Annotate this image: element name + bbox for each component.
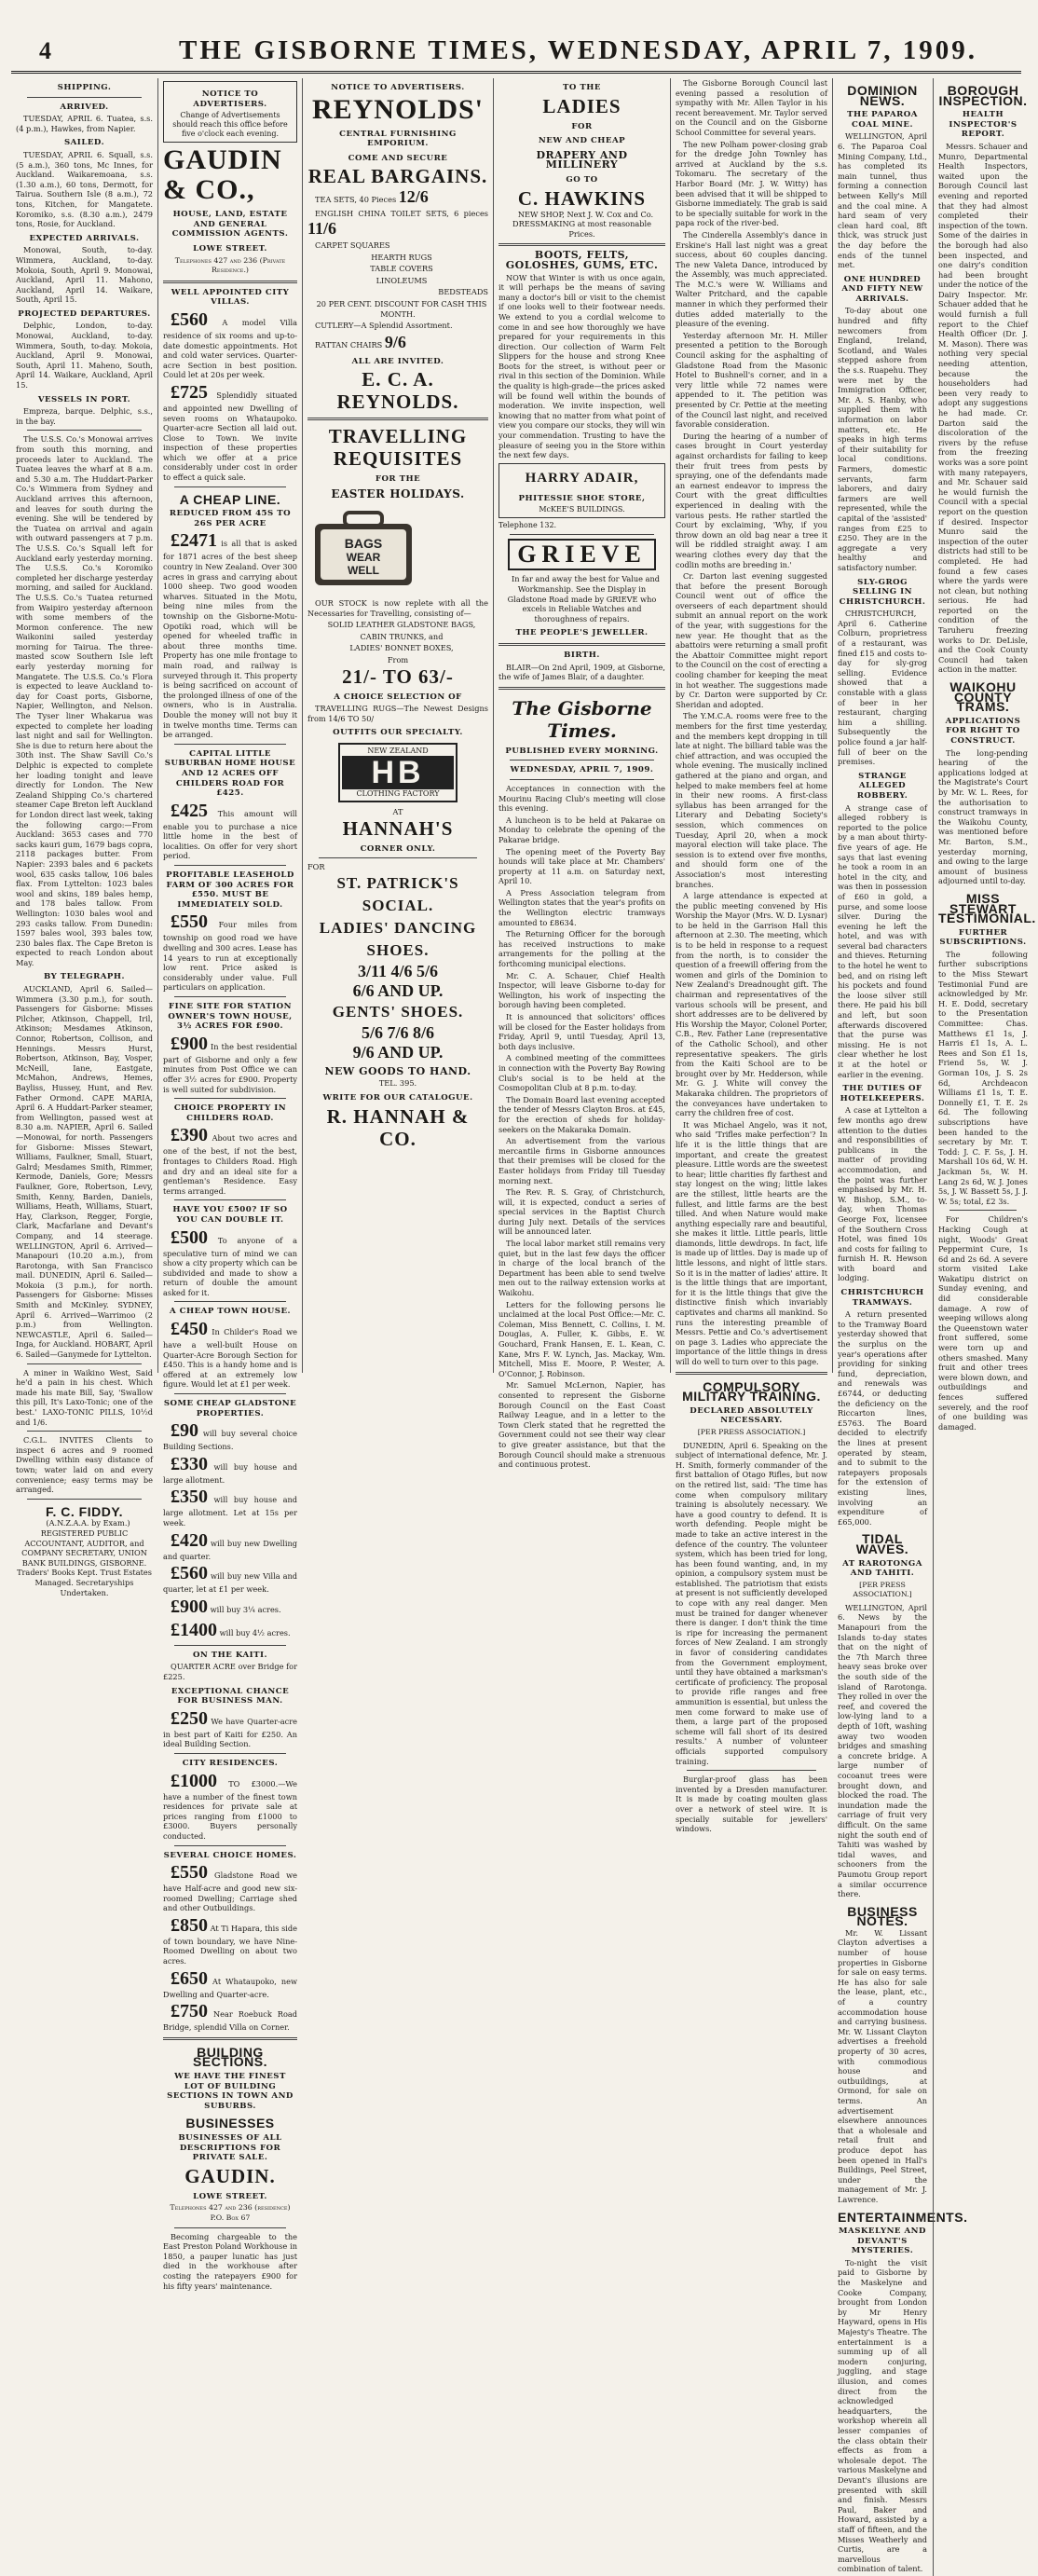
kaiti-text-2: We have Quarter-acre in best part of Kaiti for £250. An ideal Building Section. [163,1716,298,1749]
cheap-price: £900 [171,1596,208,1617]
ladies-name: LADIES [542,94,621,117]
military-text: DUNEDIN, April 6. Speaking on the subject of international defence, Mr. J. H. Smith, formerly commander of the first battalion of Otago Rifles, but now on the retired list, said: 'The time has come when compulsory military training is absolutely necessary. We have a good country to defend. It is worth defending. People might be made to take an active interest in the defence of the country. The volunteer system, which has been tried for long, has been found wanting, and, in my opinion, a compulsory system must be established. The patriotism that exists at present is not sufficiently developed to cope with any real danger. Men must be trained for danger whenever there is danger. I don't think the time is ripe for increasing the permanent forces of New Zealand. I am strongly in favor of considering candidates from the Government employment, until they have obtained a marksman's certificate of proficiency. The proposal to provide rifle ranges and free ammunition is essential, but unless the men come forward to make use of them, a large part of the proposed scheme will fall short of its desired results.' A number of volunteer officials supported compulsory training. [676,1440,827,1766]
adair-sub: PHITESSIE SHOE STORE, [518,493,646,503]
news-item: It was Michael Angelo, was it not, who said 'Trifles make perfection'? In life it is the little things that are important, and create the greatest pleasure. Little words are the sweetest to hear; little charities fly farthest and stay longest on the wing; little lakes are the stillest, little hearts are the fullest, and little farms are the best tilled. And when Nature would make anything especially rare and beautiful, she makes it little. Little pearls, little diamonds, little dewdrops. In fact, life is made up of littles. Day is made up of little lessons, and night of little stars. So it is in the matter of ladies' attire. It is the little things that are important, for it is the little things that give the distinctive finish which invariably captivates and charms all mankind. So runs the interesting preamble of Messrs. Pettie and Co.'s advertisement on page 3. Ladies who appreciate the importance of the little things in dress will do well to turn over to this page. [676,1119,827,1366]
drapery-millinery: DRAPERY AND MILLINERY [536,148,628,171]
tidal-heading: TIDAL WAVES. [855,1531,909,1556]
travel-choice: A CHOICE SELECTION OF [334,692,462,702]
reynolds-rattan: RATTAN CHAIRS [315,339,383,349]
several-text: Near Roebuck Road Bridge, splendid Villa on Corner. [163,2009,297,2033]
travel-price: 21/- TO 63/- [342,665,454,688]
stewart-sub: FURTHER SUBSCRIPTIONS. [939,927,1027,948]
tidal-text: WELLINGTON, April 6. News by the Manapouri from the Islands to-day states that on the night of the 7th March three heavy seas broke over the south side of the island of Rarotonga. They rolled in over the reef, and covered the low-lying land to a depth of 10ft, washing away two wooden bridges and smashing a concrete bridge. A large number of cocoanut trees were brought down, and blocked the road. The inundation made the carriage of fruit very difficult. On the same night the south end of Tahiti was washed by tidal waves, and schooners from the Paumotu Group report a similar occurrence there. [838,1602,927,1899]
ladies-new: NEW AND CHEAP [538,136,626,146]
hawkins-name: C. HAWKINS [517,186,647,210]
villas-price-1: £560 [171,308,208,330]
cheap-text: will buy 4½ acres. [219,1627,291,1637]
arrivals-text: To-day about one hundred and fifty newcomers from England, Ireland, Scotland, and Wales stepped ashore from the s.s. Ruapehu. They were met by the Immigration Officer, Mr. A. S. Hanby, who supplied them with information on labor matters, etc. He speaks in high terms of their suitability for local conditions. Farmers, domestic servants, farm laborers, and dairy farmers are well represented, while the capital of the 'assisted' ranges from £25 to £250. They are in the aggregate a very healthy and satisfactory number. [838,306,927,572]
cheap-price: £330 [171,1453,208,1474]
gaudin-footer-phone: Telephones 427 and 236 (residence) P.O. Box 67 [170,2203,291,2222]
news-item: It is announced that solicitors' offices will be closed for the Easter holidays from Friday, April 9, until Tuesday, April 13, both days inclusive. [499,1012,665,1051]
suburban-text: This amount will enable you to purchase a nice little home in the best of localities. On offer for very short period. [163,808,297,861]
several-price: £550 [171,1862,208,1884]
town-heading: A CHEAP TOWN HOUSE. [169,1307,292,1317]
hannah-for: FOR [307,862,325,872]
reynolds-cutlery: CUTLERY—A Splendid Assortment. [315,321,453,331]
gaudin-footer-street: LOWE STREET. [193,2191,267,2201]
news-item: Cr. Darton last evening suggested that before the present Borough Council went out of office the overseers of each department should submit an annual report on the work of the year, with suggestions for the new year. He thought that as the abattoirs were returning a small profit the Abattoir Committee might report to the Council on the cost of erecting a cooling chamber for keeping the meat in hot weather. The suggestions made by Cr. Darton were supported by Cr. Sheridan and adopted. [676,571,827,709]
column-2 [158,78,303,2291]
reynolds-discount: 20 PER CENT. DISCOUNT FOR CASH THIS MONTH. [316,298,487,319]
several-heading: SEVERAL CHOICE HOMES. [163,1850,297,1860]
shipping-news: The U.S.S. Co.'s Monowai arrives from south this morning, and proceeds later to Auckland. The Tuatea leaves the wharf at 8 a.m. and 5.30 a.m. The Huddart-Parker Co.'s Wimmera from Sydney and Auckland arrives this afternoon, and leaves for south during the evening. She will be tendered by the Tuatea on arrival and again with outward passengers at 7 p.m. The U.S.S. Co.'s Squall left for Auckland early yesterday morning. The U.S.S. Co.'s Koromiko completed her discharge yesterday morning, and sailed for Auckland. The U.S.S. Co.'s Tuatea returned from Waipiro yesterday afternoon with some members of the Mormon conference. The new Waikonini sailed yesterday morning for Tairua. The three-masted scow Southern Isle left early yesterday morning for Mangatete. The U.S.S. Co.'s Flora is expected to leave Auckland to-day for Coast ports, Gisborne, Napier, Wellington, and Nelson. The Tyser liner Whakarua was expected to complete her loading last night and sail for Wellington. She is due to return here about the 30th inst. The Shaw Savill Co.'s Delphic is expected to complete her loading tonight and leave directly for London. The New Zealand Shipping Co.'s chartered steamer Cape Breton left Auckland for London direct last week, taking the following cargo:—From Auckland: 3653 cases and 770 sacks kauri gum, 1679 bags copra, 2118 packages butter. From Napier: 2393 bales and 6 packets wool, 635 casks tallow, 106 bales flax. From Lyttelton: 1023 bales wool and skins, 189 bales hemp, and 178 bales tallow. From Wellington: 1030 bales wool and 293 casks tallow. From Dunedin: 1597 bales wool, 393 bales tow, 230 bales flax. The Cape Breton is expected to reach London about May. [16,434,153,967]
hannah-corner: CORNER ONLY. [360,843,436,854]
dominion-heading: DOMINION NEWS. [847,83,918,108]
double-price: £500 [171,1226,208,1248]
city-heading: CITY RESIDENCES. [182,1758,279,1768]
several-text: Gladstone Road we have Half-acre and good new six-roomed Dwelling; Carriage shed and other Outbuildings. [163,1870,297,1913]
news-item: The new Polham power-closing grab for the dredge John Townley has arrived at Auckland by the s.s. Tokomaru. The secretary of the Harbor Board (Mr. J. W. Witty) has been advised that it will be shipped to Gisborne immediately. The grab is said to be specially suitable for work in the papa rock of the river-bed. [676,139,827,228]
station-text: In the best residential part of Gisborne and only a few minutes from Post Office we can offer 3½ acres for £900. Property is well suited for subdivision. [163,1041,297,1094]
arrived-text: TUESDAY, APRIL 6. Tuatea, s.s. (4 p.m.), Hawkes, from Napier. [16,114,153,133]
column-3 [303,78,494,1373]
kaiti-heading: ON THE KAITI. [192,1650,268,1660]
news-item: Letters for the following persons lie unclaimed at the local Post Office:—Mr. C. Coleman, Miss Bennett, C. Collins, I. M. Douglas, A. Fuller, K. Gibbs, E. W. Gouchard, Frank Hansen, E. L. Kean, C. Kane, Mrs F. W. Lynch, Jas. Mackay, Wm. Mitchell, Miss E. Moore, P. Wester, A. O'Connor, J. Robinson. [499,1299,665,1378]
news-item: A large attendance is expected at the public meeting convened by His Worship the Mayor (Mrs. W. D. Lysnar) to be held in the Garrison Hall this afternoon at 2.30. The meeting, which is to be held in response to a request from the north, is to consider the question of a freewill offering from the women and girls of the Dominion to New Zealand's Dreadnought gift. The chairman and representatives of the various schools will be present, and short addresses are to be delivered by His Worship the Mayor, Colonel Porter, C.B., Rev. Father Lane (representative of the Catholic School), and other representative speakers. The girls from the Kaiti School are to be brought over by Mr. Hedderson, while Mr. G. J. White will convey the Makaraka children. The proprietors of the conveyances have undertaken to carry the children free of cost. [676,891,827,1118]
several-price: £750 [171,2001,208,2022]
businesses-text: BUSINESSES OF ALL DESCRIPTIONS FOR PRIVATE SALE. [178,2133,282,2163]
cheap-price: £90 [171,1420,198,1442]
column-1 [11,78,158,1597]
gaudin-footer: GAUDIN. [184,2164,276,2187]
cheap-text: will buy house and large allotment. Let at 15s per week. [163,1495,298,1528]
waikohu-heading: WAIKOHU COUNTY TRAMS. [949,679,1017,715]
building-text: WE HAVE THE FINEST LOT OF BUILDING SECTIONS IN TOWN AND SUBURBS. [167,2072,294,2111]
adair-box [499,463,665,519]
travel-stock: OUR STOCK is now replete with all the Necessaries for Travelling, consisting of— [307,598,488,618]
hb-bottom: CLOTHING FACTORY [356,789,440,799]
entertainments-text: To-night the visit paid to Gisborne by the Maskelyne and Cooke Company, brought from London by Mr Henry Hayward, opens in His Majesty's Theatre. The entertainment is a summing up of all modern conjuring, juggling, and stage illusion, and comes direct from the acknowledged headquarters, the workshop wherein all lesser companies of the class obtain their effects as from a wholesale depot. The various Maskelyne and Devant's illusions are presented with skill and finish. Messrs Paul, Baker and Howard, assisted by a staff of fifteen, and the Misses Weatherly and Curtis, are a marvellous combination of talent. [838,2257,927,2574]
grieve-footer: THE PEOPLE'S JEWELLER. [515,628,649,638]
reynolds-item-label: HEARTH RUGS [371,252,432,262]
vessels-heading: VESSELS IN PORT. [37,394,131,404]
cheap-price: £420 [171,1529,208,1551]
cheap-list [163,1420,297,1641]
gaudin-phone: Telephones 427 and 236 (Private Residence.) [174,255,286,275]
fiddy-name: F. C. FIDDY. [45,1503,123,1519]
svg-text:WELL: WELL [348,563,379,577]
shoe-prices-1: 3/11 4/6 5/6 [357,961,438,980]
projected-departures-text: Delphic, London, to-day. Monowai, Auckland, to-day. Wimmera, South, to-day. Mokoia, Auckland, April 9. Monowai, South, April 11. Maheno, South, April 14. Waikare, Auckland, April 15. [16,321,153,391]
suburban-heading: CAPITAL LITTLE SUBURBAN HOME HOUSE AND 12 ACRES OFF CHILDERS ROAD FOR £425. [164,748,296,799]
published-line: PUBLISHED EVERY MORNING. [505,746,659,756]
reynolds-name: REYNOLDS' [311,93,485,125]
city-price: £1000 [171,1770,217,1791]
reynolds-bargains: REAL BARGAINS. [307,165,488,188]
column-4 [494,78,671,1470]
stpat-social: ST. PATRICK'S SOCIAL. [336,873,459,914]
entertainments-sub: MASKELYNE AND DEVANT'S MYSTERIES. [839,2227,926,2256]
villas-price-2: £725 [171,381,208,403]
paparoa-heading: THE PAPAROA COAL MINE. [847,110,918,130]
news-item: A luncheon is to be held at Pakarae on Monday to celebrate the opening of the Pakarae bridge. [499,815,665,844]
hb-clothing-logo [338,743,458,802]
cheap-price: £350 [171,1487,208,1508]
leasehold-text: Four miles from township on good road we have dwelling and 300 acres. Lease has 14 years to run at exceptionally low rent. Price asked is considerably under value. Full particulars on application. [163,920,297,993]
glass-note: Burglar-proof glass has been invented by a Dresden manufacturer. It is made by coating moulten glass over a network of steel wire. It is specially suitable for jewellers' windows. [676,1774,827,1834]
travel-rugs: TRAVELLING RUGS—The Newest Designs from 14/6 TO 50/ [307,704,488,723]
reynolds-item-price: 12/6 [398,187,429,207]
town-price: £450 [171,1319,208,1340]
several-text: At Whataupoko, new Dwelling and Quarter-acre. [163,1976,297,1999]
masthead: The Gisborne Times. [512,696,652,742]
borough-text: Messrs. Schauer and Munro, Departmental Health Inspectors, waited upon the Borough Council last evening and reported that they had almost completed their inspection of the town. Some of the dairies in the borough had also been inspected, and one dairy's condition had been brought under the notice of the Dairy Inspector. Mr. Schauer added that he would furnish a full report to the Chief Health Officer (Dr. J. M. Mason). There was nothing very special needing attention, because the householders had been very ready to adopt any suggestions he had made. Cr. Darton said the discoloration of the rivers by the refuse from the freezing works was a sore point with many ratepayers, and Mr. Schauer said he would furnish the Council with a special report on the question if desired. Inspector Munro said the inspection of the outer districts had still to be completed. He had found a few cases where the yards were not clean, but nothing serious. He had reported on the condition of the Taruheru freezing works to Dr. DeLisle, and the Cook County Council had taken action in the matter. [938,141,1028,675]
villas-text-2: Splendidly situated and appointed new Dwelling of seven rooms on Whataupoko. Quarter-acre Section all laid out. Close to Town. We invite inspection of these properties which we offer at a price considerably under cost in order to effect a quick sale. [163,390,297,483]
cheapline-heading: A CHEAP LINE. [179,491,281,507]
kaiti-price: £250 [171,1707,208,1729]
grieve-text: In far and away the best for Value and Workmanship. See the Display in Gladstone Road made by GRIEVE who excels in Reliable Watches and thoroughness of repairs. [507,574,660,623]
villas-text-1: A model Villa residence of six rooms and up-to-date domestic appointments. Hot and cold water services. Quarter-acre Section in best position. Could let at 20s per week. [163,317,297,380]
adair-addr: McKEE'S BUILDINGS. [539,505,625,514]
hannah-name: HANNAH'S [342,816,454,840]
news-item: The Cinderella Assembly's dance in Erskine's Hall last night was a great success, about 60 couples dancing. The new Valeta Dance, introduced by the Assembly, was much appreciated. The M.C.'s were W. Williams and Walter Pritchard, and the capable manner in which they performed their duties added materially to the pleasure of the evening. [676,229,827,329]
borough-heading: BOROUGH INSPECTION. [938,83,1028,108]
column-5 [671,78,833,1834]
news-item: The local labor market still remains very quiet, but in the last few days the officer in charge of the local branch of the Department has been able to send twelve men out to the railway extension works at Waikohu. [499,1239,665,1298]
laxo-ad: A miner in Waikino West, Said he'd a pain in his chest. Which made his mate Bill, Say, 'Swallow this pill, It's Laxo-Tonic; one of the best.' LAXO-TONIC PILLS, 10½d and 1/6. [16,1367,153,1427]
gents-shoes: GENTS' SHOES. [332,1002,464,1021]
news-item: A Press Association telegram from Wellington states that the year's profits on the Wellington electric tramways amounted to £8634. [499,887,665,927]
news-item: The Domain Board last evening accepted the tender of Messrs Clayton Bros. at £45, for the erection of sheds for holiday-seekers on the Makaraka Domain. [499,1094,665,1134]
expected-arrivals-text: Monowai, South, to-day. Wimmera, Auckland, to-day. Mokoia, South, April 9. Monowai, Auckland, April 11. Mahono, Auckland, April 14. Waikare, South, April 15. [16,245,153,305]
news-item: The Y.M.C.A. rooms were free to the members for the first time yesterday, and the members kept dropping in till late at night. The billiard table was the chief attraction, and was occupied the whole evening. The musically inclined gathered at the piano and organ, and helped to make members feel at home in their new rooms. A first-class syllabus has been arranged for the Literary and Debating Society's session, which commences on Tuesday, April 20, when a mock mayoral election will take place. The session is to extend over five months, and should form one of the Association's most interesting branches. [676,711,827,889]
reynolds-sub: CENTRAL FURNISHING EMPORIUM. [339,129,457,149]
double-text: To anyone of a speculative turn of mind we can show a city property which can be subdivided and made to show a return of double the amount asked for it. [163,1235,298,1297]
double-heading: HAVE YOU £500? IF SO YOU CAN DOUBLE IT. [172,1205,288,1225]
news-item: An advertisement from the various mercantile firms in Gisborne announces that their premises will be closed for the Easter holidays from Friday till Tuesday morning next. [499,1136,665,1185]
hawkins-text: NEW SHOP, Next J. W. Cox and Co. DRESSMAKING at most reasonable Prices. [512,209,654,239]
reynolds-item-label: CARPET SQUARES [315,240,390,250]
date-line: WEDNESDAY, APRIL 7, 1909. [510,765,654,775]
travel-sub: FOR THE [375,474,421,485]
military-sub: DECLARED ABSOLUTELY NECESSARY. [690,1405,813,1426]
several-price: £850 [171,1914,208,1936]
paparoa-text: WELLINGTON, April 6. The Paparoa Coal Mining Company, Ltd., has completed its main tunnel, thus forming a connection between Kelly's Mill and the coal mine. A hard seam of very clean hard coal, 8ft thick, was struck just the day before the ends of the tunnel met. [838,131,927,270]
goto: GO TO [566,174,598,185]
hawkins-goods: BOOTS, FELTS, GOLOSHES, GUMS, ETC. [505,249,659,271]
hannah-catalogue: WRITE FOR OUR CATALOGUE. [322,1093,473,1103]
hotelkeepers-text: A case at Lyttelton a few months ago drew attention to the duties and responsibilities of publicans in the matter of providing accommodation, and the point was further emphasised by Mr. H. W. Bishop, S.M., to-day, when Thomas George Fox, licensee of the Southern Cross Hotel, was fined 10s and costs for failing to furnish H. R. Hewson with board and lodging. [838,1105,927,1283]
hannah-tel: TEL. 395. [378,1078,417,1089]
leasehold-heading: PROFITABLE LEASEHOLD FARM OF 300 ACRES FOR £550. MUST BE IMMEDIATELY SOLD. [166,870,294,910]
station-heading: FINE SITE FOR STATION OWNER'S TOWN HOUSE, 3½ ACRES FOR £900. [168,1002,293,1032]
ladies-dancing-shoes: LADIES' DANCING SHOES. [319,918,477,959]
reynolds-item-label: TABLE COVERS [370,264,433,274]
arrivals-heading: ONE HUNDRED AND FIFTY NEW ARRIVALS. [841,274,923,304]
arrived-heading: ARRIVED. [60,102,109,112]
reynolds-come: COME AND SECURE [348,153,448,163]
ladies-for: FOR [571,121,593,131]
shoe-prices-3: 5/6 7/6 8/6 [361,1022,434,1042]
svg-text:WEAR: WEAR [346,550,381,564]
news-item: Mr. C. A. Schauer, Chief Health Inspector, will leave Gisborne to-day for Wellington, his work of inspecting the borough having been completed. [499,970,665,1010]
news-item: The Gisborne Borough Council last evening passed a resolution of sympathy with Mr. Allen Taylor in his recent bereavement. Mr. Taylor served on the Council and on the Gisborne School Committee for several years. [676,78,827,137]
travel-item: LADIES' BONNET BOXES, [349,643,454,653]
waikohu-text: The long-pending hearing of the applications lodged at the Magistrate's Court by Mr. W. L. Rees, for the authorisation to construct tramways in the Waikohu County, was mentioned before Mr. Barton, S.M., yesterday morning, and owing to the large amount of business adjourned until to-day. [938,747,1028,886]
news-item: The Returning Officer for the borough has received instructions to make arrangements for the polling at the forthcoming municipal elections. [499,929,665,969]
several-price: £650 [171,1967,208,1989]
borough-sub: HEALTH INSPECTOR'S REPORT. [949,110,1018,140]
vessels-text: Empreza, barque. Delphic, s.s., in the bay. [16,406,153,426]
reynolds-item-label: LINOLEUMS [376,275,428,285]
dominion-news [838,78,968,2576]
reynolds-invited: ALL ARE INVITED. [351,356,444,366]
reynolds-list [307,187,488,297]
ladies-to: TO THE [563,83,601,92]
fiddy-text: (A.N.Z.A.A. by Exam.) REGISTERED PUBLIC ACCOUNTANT, AUDITOR, and COMPANY SECRETARY, UNION BANK BUILDINGS, GISBORNE. Traders' Books Kept. Trust Estates Managed. Secretaryships Undertaken. [17,1518,152,1597]
suburban-price: £425 [171,800,208,821]
cheap-text: will buy 3¼ acres. [210,1604,281,1614]
gaudin-street: LOWE STREET. [193,243,267,253]
travel-heading: TRAVELLING REQUISITES [328,425,468,471]
gaudin-sub: HOUSE, LAND, ESTATE AND GENERAL COMMISSION AGENTS. [171,210,289,240]
notice-heading: NOTICE TO ADVERTISERS. [193,89,267,109]
several-text: At Ti Hapara, this side of town boundary, we have Nine-Roomed Dwelling on about two acres. [163,1923,297,1966]
leasehold-price: £550 [171,911,208,933]
businesses-heading: BUSINESSES [185,2116,275,2131]
reynolds-item-label: ENGLISH CHINA TOILET SETS, 6 pieces [315,209,488,219]
adair-name: HARRY ADAIR, [525,470,639,486]
cheap-price: £1400 [171,1619,217,1640]
travel-sub-2: EASTER HOLIDAYS. [331,486,465,500]
city-text: TO £3000.—We have a number of the finest town residences for private sale at prices ranging from £1000 to £3000. Buyers personally conducted. [163,1778,297,1841]
military-assoc: [PER PRESS ASSOCIATION.] [697,1427,806,1436]
sailed-text: TUESDAY, APRIL 6. Squall, s.s. (5 a.m.), 360 tons, Mc Innes, for Auckland. Waikaremoana, s.s. (1.30 a.m.), 60 tons, Dermott, for Tairua. Southern Isle (8 a.m.), 72 tons, Kitchen, for Mangatete. Koromiko, s.s. (8.30 a.m.), 2479 tons, Rosie, for Auckland. [16,149,153,229]
childers-text: About two acres and one of the best, if not the best, frontages to Childers Road. High and dry and an ideal site for a gentleman's Residence. Easy terms arranged. [163,1133,297,1196]
grieve-name: GRIEVE [508,539,656,570]
hannah-at: AT [392,807,403,817]
news-item: Acceptances in connection with the Mourinu Racing Club's meeting will close this evening. [499,783,665,814]
cgl-ad: C.G.L. INVITES Clients to inspect 6 acres and 9 roomed Dwelling within easy distance of town; water laid on and every convenience; easy terms may be arranged. [16,1435,153,1495]
travel-item: SOLID LEATHER GLADSTONE BAGS, [327,620,476,630]
col6-top [838,78,1036,2576]
notice-text: Change of Advertisements should reach this office before five o'clock each evening. [172,111,288,139]
cheap-heading: SOME CHEAP GLADSTONE PROPERTIES. [163,1399,297,1418]
gaudin-name: GAUDIN & CO., [163,144,282,206]
news-item: Mr. Samuel McLernon, Napier, has consented to represent the Gisborne Borough Council on the East Coast Railway League, and in a letter to the Town Clerk stated that he regretted the Government could not see their way clear to give greater assistance, but that the Borough Council should make a strenuous and continuous protest. [499,1380,665,1470]
kaiti-text: QUARTER ACRE over Bridge for £225. [163,1662,297,1681]
travel-bag-illustration [307,507,419,591]
news-item: The Rev. R. S. Gray, of Christchurch, will, it is expected, conduct a series of special services in the Baptist Church during July next. Details of the services will be announced later. [499,1187,665,1237]
reynolds-footer: E. C. A. REYNOLDS. [336,368,459,414]
shipping-heading: SHIPPING. [57,83,112,92]
town-text: In Childer's Road we have a well-built House on Quarter-Acre Borough Section for £450. This is a handy home and is offered at an extremely low figure. Would let at £1 per week. [163,1327,297,1390]
reynolds-notice: NOTICE TO ADVERTISERS. [331,83,465,92]
reynolds-item-price: 11/6 [307,218,337,238]
sailed-heading: SAILED. [63,138,105,148]
tramways-heading: CHRISTCHURCH TRAMWAYS. [840,1288,924,1308]
notice-box [163,81,297,143]
hotelkeepers-heading: THE DUTIES OF HOTELKEEPERS. [840,1084,925,1103]
expected-arrivals-heading: EXPECTED ARRIVALS. [29,233,140,243]
news-item: Yesterday afternoon Mr. H. Miller presented a petition to the Borough Council asking for the asphalting of Gladstone Road from the Masonic Hotel to Bushnell's corner, and in a very little while 72 names were appended to it. The petition was presented by Cr. Pettie at the meeting of the Council last night, and received favorable consideration. [676,330,827,430]
robbery-heading: STRANGE ALLEGED ROBBERY. [856,771,908,801]
cheapline-sub: REDUCED FROM 45S TO 26S PER ACRE [169,509,292,528]
station-price: £900 [171,1033,208,1054]
cheapline-text: is all that is asked for 1871 acres of the best sheep country in New Zealand. Over 300 acres in grass and carrying about 1000 sheep. Two good wooden wharves. Situated in the Motu, being nine miles from the township on the Gisborne-Motu-Opotiki road, which will be opened for wheeled traffic in about three months time. Property has one mile frontage to main road, and railway is surveyed through it. This property is being sacrificed on account of the prolonged illness of one of the owners, who is in Australia. Double the money will not buy it in twelve months time. Terms can be arranged. [163,539,297,740]
slygrog-heading: SLY-GROG SELLING IN CHRISTCHURCH. [839,577,926,607]
military-heading: COMPULSORY MILITARY TRAINING. [682,1378,821,1404]
travel-outfits: OUTFITS OUR SPECIALTY. [333,728,463,738]
reynolds-rattan-price: 9/6 [384,332,406,351]
stewart-heading: MISS STEWART TESTIMONIAL. [938,890,1036,926]
bag-label: BAGS [344,535,383,551]
cheap-text: will buy new Dwelling and quarter. [163,1538,297,1561]
telegraph-text: AUCKLAND, April 6. Sailed—Wimmera (3.30 p.m.), for south. Passengers for Gisborne: Misses Pilcher, Atkinson, Chappell, Iril, Atkinson; Mesdames Atkinson, Connor, Robertson, Collison, and Hennings. Messrs Hurst, Robertson, Atkinson, Bay, Vosper, McNeill, Iane, Eastgate, McMahon, Andrews, Hemes, Bayliss, Hussey, Hunt, and Rev. Father Ormond. CAPE MARIA, April 6. A Huddart-Parker steamer, from Wellington, passed west at 8.30 a.m. NAPIER, April 6. Sailed—Monowai, for north. Passengers for Gisborne: Misses Stewart, Williams, Faulkner, Small, Stuart, Galrd; Mesdames Smith, Rimmer, Kermode, Daniels, Gore; Messrs Faulkner, Gore, Robertson, Levy, Smith, Kenny, Barden, Daniels, Williams, Heath, Williams, Stuart, Hay, Clarkson, Regger, Forgie, Clark, Macfarlane and Devant's Company, and 14 steerage. WELLINGTON, April 6. Arrived—Manapouri (10.20 a.m.), from Rarotonga, with San Francisco mail. DUNEDIN, April 6. Sailed—Mokoia (3 p.m.), for north. Passengers for Gisborne: Misses Smith and McKinley. SYDNEY, April 6. Arrived—Warrimoo (2 p.m.) from Wellington. NEWCASTLE, April 6. Sailed—Inga, for Auckland. HOBART, April 6. Sailed—Ganymede for Lyttelton. [16,984,153,1360]
building-heading: BUILDING SECTIONS. [193,2044,267,2070]
tramways-text: A return presented to the Tramway Board yesterday showed that the surplus on the year's operations after providing for sinking fund, depreciation, and renewals was £6744, or deducting the deficiency on the Riccarton lines, £5763. The Board decided to electrify the lines at present operated by steam, and to submit to the ratepayers proposals for the extension of existing lines, involving an expenditure of £65,000. [838,1309,927,1527]
travel-from: From [387,655,409,665]
waikohu-sub: APPLICATIONS FOR RIGHT TO CONSTRUCT. [945,716,1021,746]
cheap-text: will buy new Villa and quarter, let at £1 per week. [163,1571,297,1595]
storm-note: For Children's Hacking Cough at night, Woods' Great Peppermint Cure, 1s 6d and 2s 6d. A severe storm visited Lake Wakatipu district on Sunday evening, and did considerable damage. A row of weeping willows along the Queenstown water front suffered, some were torn up and others smashed. Many fruit and other trees were blown down, and outbuildings and fences suffered severely, and the roof of one building was damaged. [938,1214,1028,1432]
birth-heading: BIRTH. [564,650,600,660]
stewart-text: The following further subscriptions to the Miss Stewart Testimonial Fund are acknowledged by Mr. H. E. Dodd, secretary to the Presentation Committee: Chas. Matthews £1 1s, J. Harris £1 1s, A. L. Rees and Son £1 1s, Friend 5s, W. J. Gorman 10s, J. S. 2s 6d, Archdeacon Williams £1 1s, T. E. Donnelly £1, T. E. 2s 6d. The following subscriptions have been handed to the secretary by Mr. T. Todd: J. C. F. 5s, J. H. Marshall 10s 6d, W. H. Jackman 5s, W. H. Lang 2s 6d, W. J. Jones 5s, J. W. Bassett 5s, J. J. W. 5s; total, £2 3s. [938,949,1028,1206]
robbery-text: A strange case of alleged robbery is reported to the police by a man about thirty-five years of age. He says that last evening he took a room in an hotel in the city, and was then in possession of £60 in gold, a purse, and some loose silver. During the evening he left the hotel, and was with several bad characters and thieves. Returning to the hotel he went to bed, and on rising left his pockets and found the loose silver still there. He paid his bill and left, but soon afterwards discovered that the purse was missing. He is not clear whether he lost it at the hotel or earlier in the evening. [838,802,927,1079]
page-header [11,34,1021,74]
hannah-footer: R. HANNAH & CO. [326,1104,470,1150]
columns [11,78,1036,2574]
adair-tel: Telephone 132. [499,521,557,530]
childers-heading: CHOICE PROPERTY IN CHILDERS ROAD. [173,1103,287,1123]
hb-top: NEW ZEALAND [367,747,429,756]
birth-text: BLAIR—On 2nd April, 1909, at Gisborne, the wife of James Blair, of a daughter. [499,662,665,682]
newspaper-title: THE GISBORNE TIMES, WEDNESDAY, APRIL 7, 1909. [179,35,977,65]
new-goods: NEW GOODS TO HAND. [324,1064,471,1077]
cheapline-price: £2471 [171,530,217,552]
projected-departures-heading: PROJECTED DEPARTURES. [18,308,151,319]
news-item: A combined meeting of the committees in connection with the Poverty Bay Rowing Club's social is to be held at the Cosmopolitan Club at 8 p.m. to-day. [499,1053,665,1093]
shoe-prices-2: 6/6 AND UP. [352,980,444,1000]
news-item: The opening meet of the Poverty Bay hounds will take place at Mr. Chambers' property at 11 a.m. on Saturday next, April 10. [499,846,665,886]
adair-text: NOW that Winter is with us once again, it will perhaps be the means of saving many a doctor's bill or visit to the chemist if one looks well to their footwear needs. We extend to you a cordial welcome to come in and see how thoroughly we have prepared for your requirements in this direction. Our collection of Warm Felt Slippers for the house and strong Knee Boots for the street, is without peer or rival in this section of the Dominion. While the quality is high-grade—the prices asked will be found well within the bounds of moderation. We invite inspection, well knowing that no matter from what point of view you compare our stocks, they will win your commendation. Trusting to have the pleasure of seeing you in the Store within the next few days. [499,272,665,460]
borough-column [933,78,1036,2576]
cheap-price: £560 [171,1563,208,1584]
hb-mark: HB [342,756,454,789]
villas-heading: WELL APPOINTED CITY VILLAS. [171,287,290,308]
telegraph-heading: BY TELEGRAPH. [44,972,125,982]
page-number: 4 [39,37,51,64]
news-item: During the hearing of a number of cases brought in Court yesterday against orchardists for failing to keep their fruit trees from pests by spraying, one of the defendants made an earnest endeavor to impress the Court with the great difficulties experienced in dealing with the various pests. He rather startled the Court by exclaiming, 'Why, if you throw down an old bag near a tree it will be riddled straight away. I am wearing clothes every day that the codlin moths are breeding in.' [676,431,827,569]
childers-price: £390 [171,1125,208,1146]
entertainments-heading: ENTERTAINMENTS. [838,2209,968,2225]
travel-item: CABIN TRUNKS, and [360,631,444,641]
tidal-sub: AT RAROTONGA AND TAHITI. [842,1558,922,1579]
business-text: Mr. W. Lissant Clayton advertises a number of house properties in Gisborne for sale on easy terms. He has also for sale the lease, plant, etc., of a country accommodation house and carrying business. Mr. W. Lissant Clayton advertises a freehold property of 30 acres, with commodious house and outbuildings, at Ormond, for sale on terms. An advertisement elsewhere announces that a wholesale and retail fruit and produce depot has been opened in Hall's Buildings, Peel Street, under the management of Mr. J. Lawrence. [838,1927,927,2204]
kaiti-heading-2: EXCEPTIONAL CHANCE FOR BUSINESS MAN. [171,1686,290,1706]
cheap-text: will buy several choice Building Sections. [163,1429,297,1452]
reynolds-item-label: BEDSTEADS [438,287,488,297]
column-6 [833,78,1036,2574]
cheap-text: will buy house and large allotment. [163,1461,298,1485]
business-heading: BUSINESS NOTES. [847,1903,918,1929]
tidal-assoc: [PER PRESS ASSOCIATION.] [853,1580,912,1599]
shoe-prices-4: 9/6 AND UP. [352,1042,444,1062]
slygrog-text: CHRISTCHURCH, April 6. Catherine Colburn, proprietress of a restaurant, was fined £15 and costs to-day for sly-grog selling. Evidence showed that a constable with a glass of beer in her restaurant, charging him a shilling. Subsequently the police found a jar half-full of beer on the premises. [838,609,927,767]
reynolds-item-label: TEA SETS, 40 Pieces [315,195,397,205]
workhouse-note: Becoming chargeable to the East Preston Poland Workhouse in 1850, a pauper lunatic has just died in the workhouse after costing the ratepayers £900 for his fifty years' maintenance. [163,2231,297,2291]
